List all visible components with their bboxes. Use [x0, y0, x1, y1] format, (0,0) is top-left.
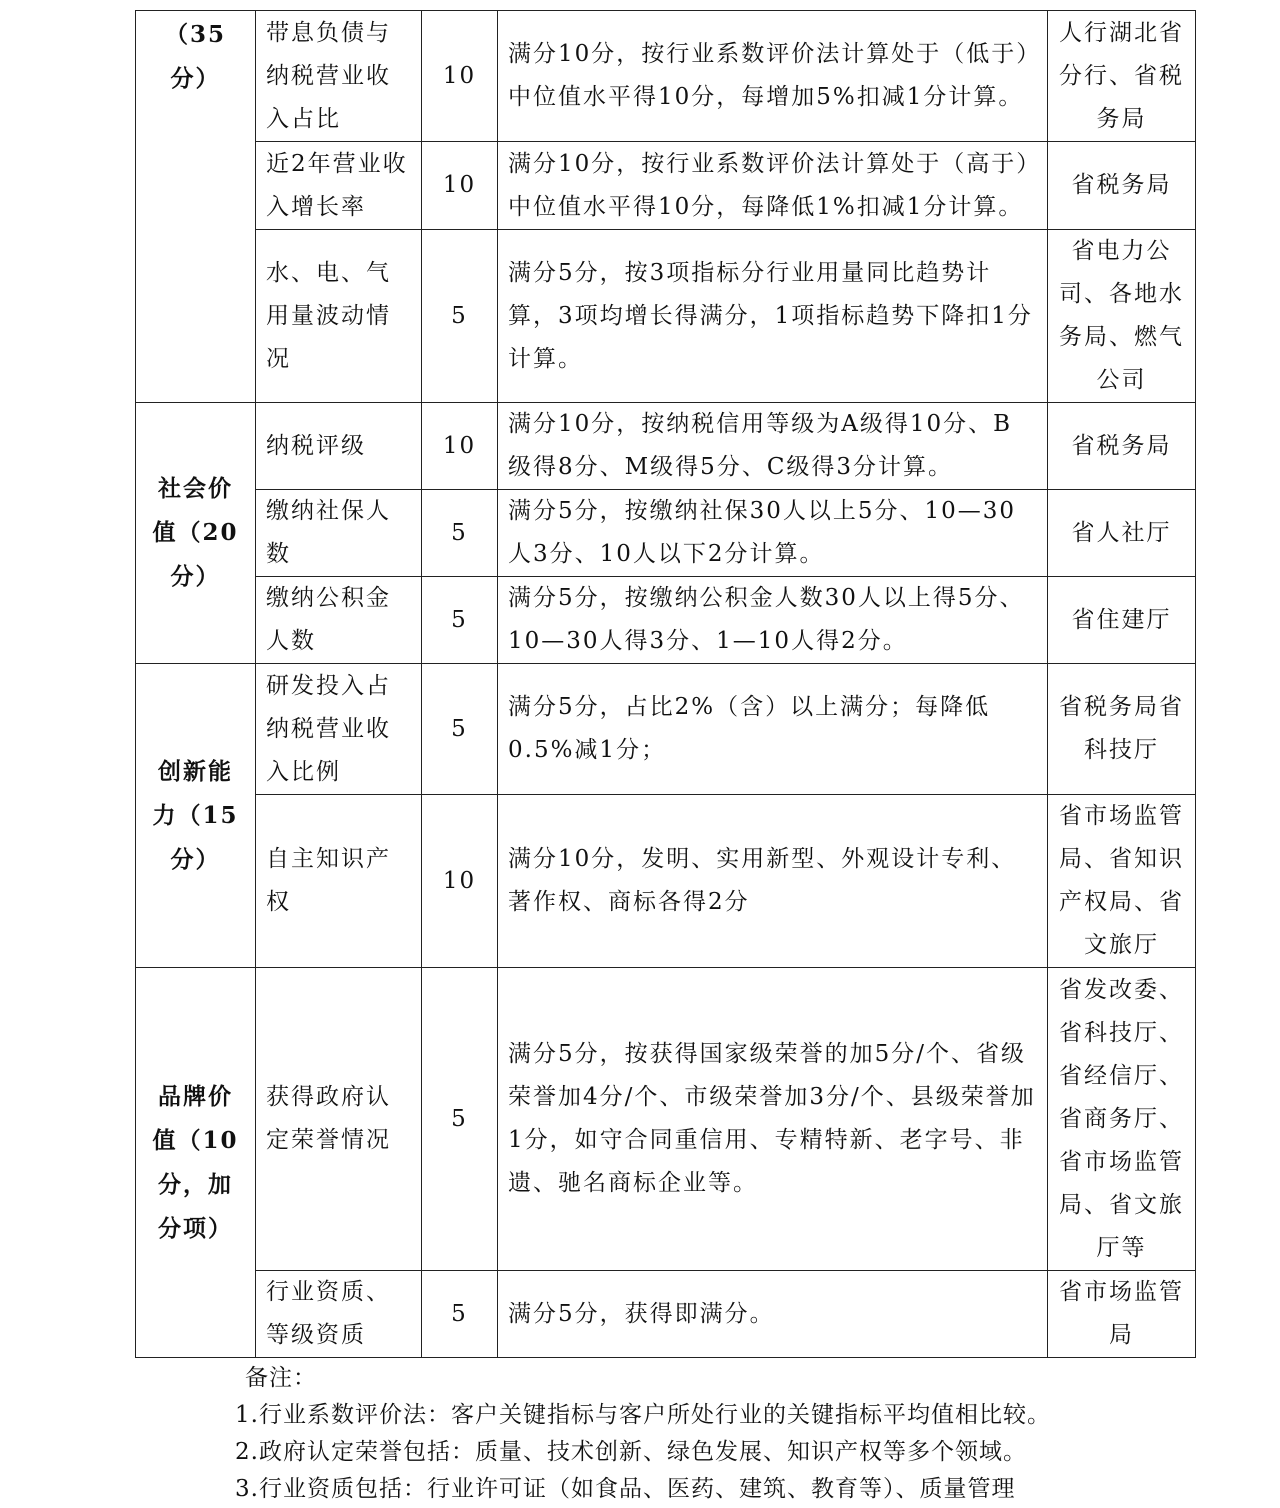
table-row [136, 490, 1196, 577]
score-cell: 5 [422, 664, 498, 795]
rule-cell: 满分10分，按行业系数评价法计算处于（高于）中位值水平得10分，每降低1%扣减1分计算。 [498, 142, 1048, 230]
rule-cell: 满分10分，按行业系数评价法计算处于（低于）中位值水平得10分，每增加5%扣减1分计算。 [498, 11, 1048, 142]
table-row [136, 1271, 1196, 1358]
notes-section [235, 1360, 1205, 1508]
score-cell: 10 [422, 142, 498, 230]
source-cell: 省市场监管局、省知识产权局、省文旅厅 [1048, 795, 1196, 968]
item-cell: 水、电、气用量波动情况 [256, 230, 422, 403]
table-row [136, 968, 1196, 1271]
source-cell: 省市场监管局 [1048, 1271, 1196, 1358]
item-cell: 带息负债与纳税营业收入占比 [256, 11, 422, 142]
table-row [136, 142, 1196, 230]
item-cell: 纳税评级 [256, 403, 422, 490]
category-cell: 品牌价值（10分，加分项） [136, 968, 256, 1358]
rule-cell: 满分5分，按3项指标分行业用量同比趋势计算，3项均增长得满分，1项指标趋势下降扣1分计算。 [498, 230, 1048, 403]
item-cell: 缴纳公积金人数 [256, 577, 422, 664]
table-row [136, 795, 1196, 968]
source-cell: 人行湖北省分行、省税务局 [1048, 11, 1196, 142]
rule-cell: 满分5分，按缴纳社保30人以上5分、10—30人3分、10人以下2分计算。 [498, 490, 1048, 577]
table-row [136, 577, 1196, 664]
notes-title: 备注： [245, 1365, 317, 1391]
source-cell: 省税务局 [1048, 403, 1196, 490]
note-line: 1.行业系数评价法：客户关键指标与客户所处行业的关键指标平均值相比较。 [235, 1402, 1051, 1428]
rule-cell: 满分5分，按缴纳公积金人数30人以上得5分、10—30人得3分、1—10人得2分。 [498, 577, 1048, 664]
table-row [136, 230, 1196, 403]
category-cell: （35分） [136, 11, 256, 403]
rule-cell: 满分10分，发明、实用新型、外观设计专利、著作权、商标各得2分 [498, 795, 1048, 968]
source-cell: 省电力公司、各地水务局、燃气公司 [1048, 230, 1196, 403]
category-cell: 创新能力（15分） [136, 664, 256, 968]
item-cell: 研发投入占纳税营业收入比例 [256, 664, 422, 795]
item-cell: 近2年营业收入增长率 [256, 142, 422, 230]
item-cell: 行业资质、等级资质 [256, 1271, 422, 1358]
score-cell: 10 [422, 403, 498, 490]
category-cell: 社会价值（20分） [136, 403, 256, 664]
scoring-table [135, 10, 1196, 1358]
note-line: 3.行业资质包括：行业许可证（如食品、医药、建筑、教育等）、质量管理 [235, 1476, 1016, 1502]
item-cell: 获得政府认定荣誉情况 [256, 968, 422, 1271]
table-row [136, 403, 1196, 490]
note-line: 2.政府认定荣誉包括：质量、技术创新、绿色发展、知识产权等多个领域。 [235, 1439, 1027, 1465]
score-cell: 5 [422, 230, 498, 403]
rule-cell: 满分5分，占比2%（含）以上满分；每降低0.5%减1分； [498, 664, 1048, 795]
item-cell: 缴纳社保人数 [256, 490, 422, 577]
rule-cell: 满分10分，按纳税信用等级为A级得10分、B级得8分、M级得5分、C级得3分计算。 [498, 403, 1048, 490]
table-row [136, 11, 1196, 142]
source-cell: 省发改委、省科技厅、省经信厅、省商务厅、省市场监管局、省文旅厅等 [1048, 968, 1196, 1271]
source-cell: 省人社厅 [1048, 490, 1196, 577]
score-cell: 10 [422, 11, 498, 142]
rule-cell: 满分5分，获得即满分。 [498, 1271, 1048, 1358]
score-cell: 10 [422, 795, 498, 968]
rule-cell: 满分5分，按获得国家级荣誉的加5分/个、省级荣誉加4分/个、市级荣誉加3分/个、县级荣誉加1分，如守合同重信用、专精特新、老字号、非遗、驰名商标企业等。 [498, 968, 1048, 1271]
source-cell: 省税务局 [1048, 142, 1196, 230]
table-row [136, 664, 1196, 795]
score-cell: 5 [422, 577, 498, 664]
source-cell: 省住建厅 [1048, 577, 1196, 664]
score-cell: 5 [422, 968, 498, 1271]
source-cell: 省税务局省科技厅 [1048, 664, 1196, 795]
score-cell: 5 [422, 1271, 498, 1358]
item-cell: 自主知识产权 [256, 795, 422, 968]
score-cell: 5 [422, 490, 498, 577]
